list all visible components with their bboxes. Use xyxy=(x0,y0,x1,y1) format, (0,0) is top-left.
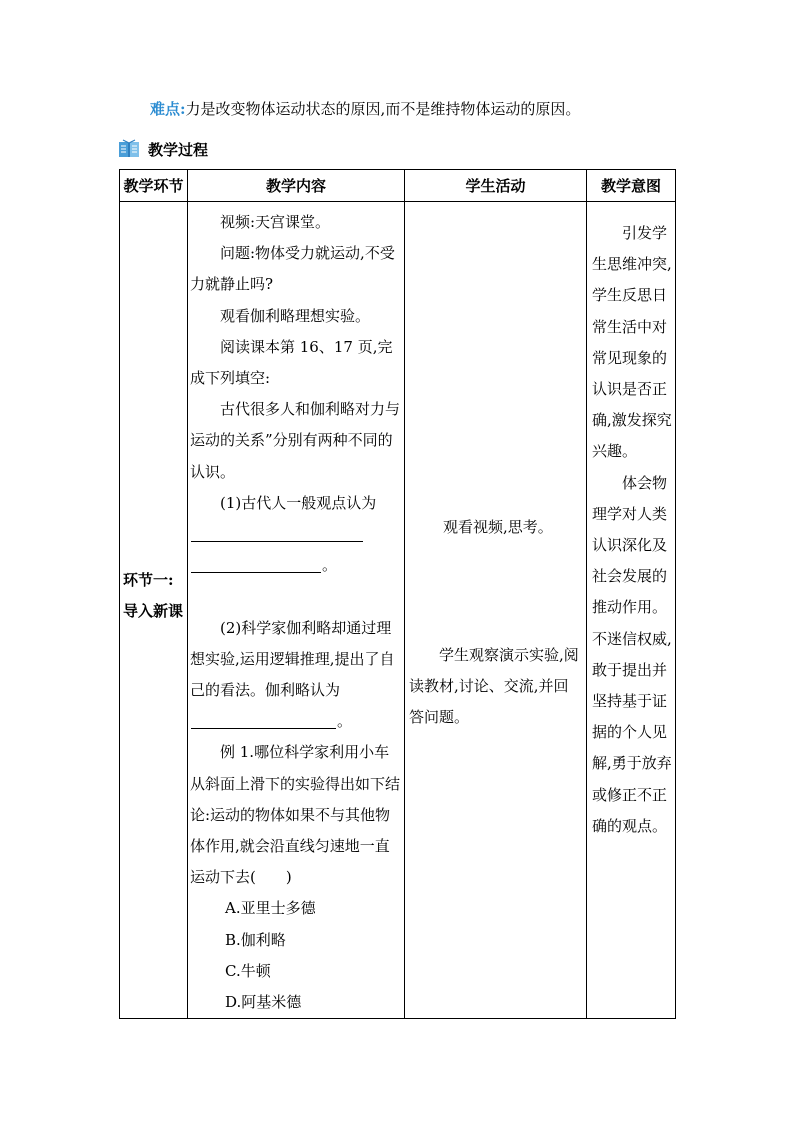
section-heading xyxy=(118,136,208,162)
header-activity: 学生活动 xyxy=(405,170,587,202)
content-item-1: (1)古代人一般观点认为 xyxy=(220,493,377,512)
difficulty-label: 难点: xyxy=(150,100,186,118)
difficulty-line xyxy=(150,98,580,120)
intent-2: 体会物理学对人类认识深化及社会发展的推动作用。不迷信权威,敢于提出并坚持基于证据的个人见解,勇于放弃或修正不正确的观点。 xyxy=(592,473,672,835)
section-title: 教学过程 xyxy=(148,140,209,159)
content-cell xyxy=(188,202,405,1019)
book-icon xyxy=(118,139,140,159)
step-cell xyxy=(120,202,188,1019)
option-c: C.牛顿 xyxy=(225,961,271,980)
fill-blank-1a xyxy=(191,519,404,550)
blank-1-period: 。 xyxy=(322,556,338,575)
table-row xyxy=(120,202,676,1019)
table-header-row xyxy=(120,170,676,202)
header-content: 教学内容 xyxy=(188,170,405,202)
content-experiment: 观看伽利略理想实验。 xyxy=(220,306,371,325)
header-step: 教学环节 xyxy=(120,170,188,202)
difficulty-text: 力是改变物体运动状态的原因,而不是维持物体运动的原因。 xyxy=(185,100,581,118)
activity-2: 学生观察演示实验,阅读教材,讨论、交流,并回答问题。 xyxy=(409,646,579,726)
activity-1: 观看视频,思考。 xyxy=(443,518,553,536)
content-video: 视频:天宫课堂。 xyxy=(220,213,331,231)
blank-2-period: 。 xyxy=(337,712,353,731)
option-d: D.阿基米德 xyxy=(225,993,302,1012)
step-label: 环节一:导入新课 xyxy=(123,571,184,620)
fill-blank-1b xyxy=(191,550,404,581)
content-item-2: (2)科学家伽利略却通过理想实验,运用逻辑推理,提出了自己的看法。伽利略认为 xyxy=(190,618,395,699)
option-b: B.伽利略 xyxy=(225,930,286,949)
intent-cell xyxy=(587,202,676,1019)
content-reading: 阅读课本第 16、17 页,完成下列填空: xyxy=(190,337,393,388)
fill-blank-2 xyxy=(191,706,404,737)
lesson-table xyxy=(119,169,676,1019)
header-intent: 教学意图 xyxy=(587,170,676,202)
content-intro: 古代很多人和伽利略对力与运动的关系”分别有两种不同的认识。 xyxy=(190,400,401,481)
content-example: 例 1.哪位科学家利用小车从斜面上滑下的实验得出如下结论:运动的物体如果不与其他物体作用,就会沿直线匀速地一直运动下去( ) xyxy=(190,743,401,887)
intent-1: 引发学生思维冲突,学生反思日常生活中对常见现象的认识是否正确,激发探究兴趣。 xyxy=(592,224,672,461)
option-a: A.亚里士多德 xyxy=(225,899,316,918)
activity-cell xyxy=(405,202,587,1019)
content-question: 问题:物体受力就运动,不受力就静止吗? xyxy=(190,244,395,294)
